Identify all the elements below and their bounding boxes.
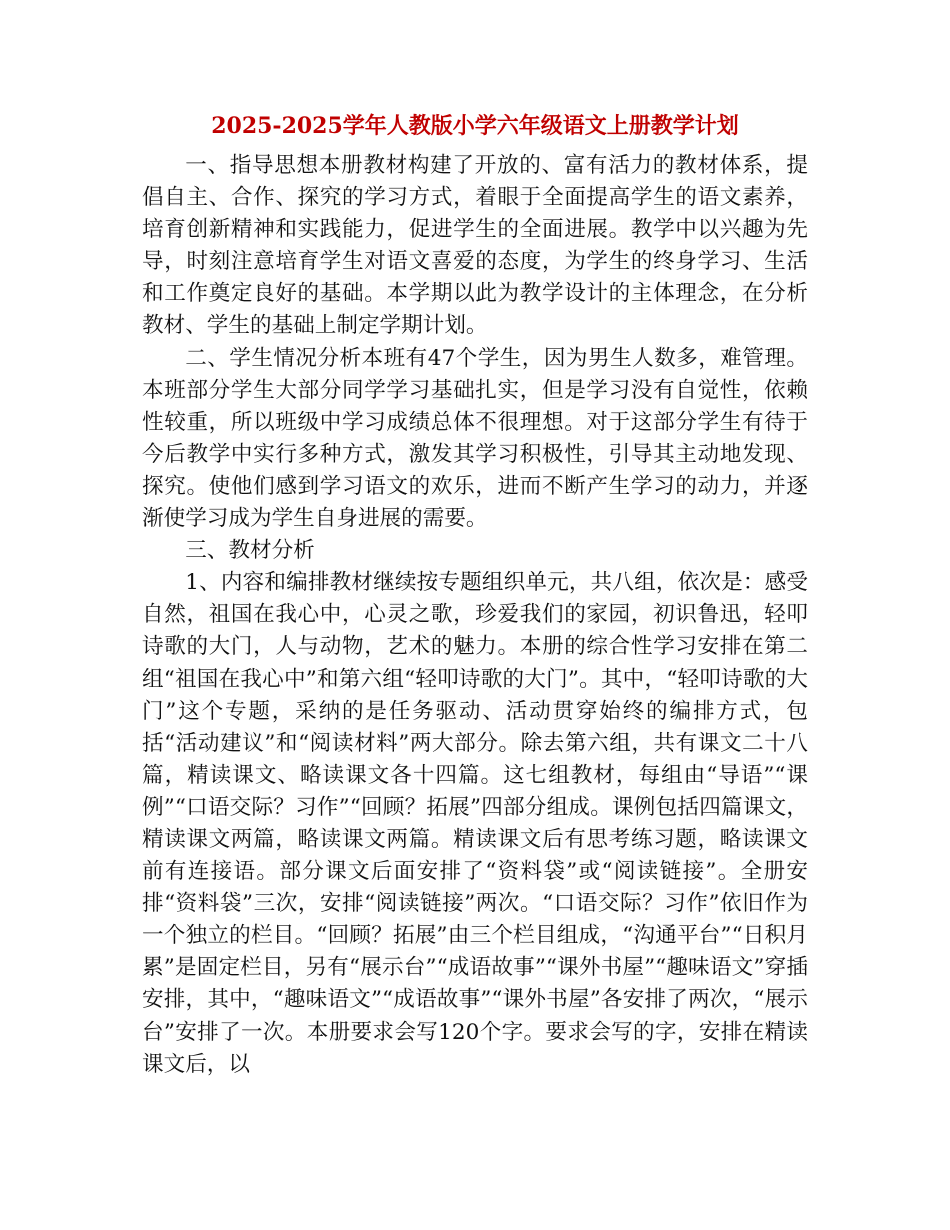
paragraph-content-arrangement: 1、内容和编排教材继续按专题组织单元，共八组，依次是：感受自然，祖国在我心中，心灵之歌，珍爱我们的家园，初识鲁迅，轻叩诗歌的大门，人与动物，艺术的魅力。本册的综合性学习安排在第二组“祖国在我心中”和第六组“轻叩诗歌的大门”。其中，“轻叩诗歌的大门”这个专题，采纳的是任务驱动、活动贯穿始终的编排方式，包括“活动建议”和“阅读材料”两大部分。除去第六组，共有课文二十八篇，精读课文、略读课文各十四篇。这七组教材，每组由“导语”“课例”“口语交际？习作”“回顾？拓展”四部分组成。课例包括四篇课文，精读课文两篇，略读课文两篇。精读课文后有思考练习题，略读课文前有连接语。部分课文后面安排了“资料袋”或“阅读链接”。全册安排“资料袋”三次，安排“阅读链接”两次。“口语交际？习作”依旧作为一个独立的栏目。“回顾？拓展”由三个栏目组成，“沟通平台”“日积月累”是固定栏目，另有“展示台”“成语故事”“课外书屋”“趣味语文”穿插安排，其中，“趣味语文”“成语故事”“课外书屋”各安排了两次，“展示台”安排了一次。本册要求会写120个字。要求会写的字，安排在精读课文后，以 <box>142 570 808 1077</box>
paragraph-student-analysis: 二、学生情况分析本班有47个学生，因为男生人数多，难管理。本班部分学生大部分同学学习基础扎实，但是学习没有自觉性，依赖性较重，所以班级中学习成绩总体不很理想。对于这部分学生有待于今后教学中实行多种方式，激发其学习积极性，引导其主动地发现、探究。使他们感到学习语文的欢乐，进而不断产生学习的动力，并逐渐使学习成为学生自身进展的需要。 <box>142 345 808 532</box>
section-heading-textbook-analysis: 三、教材分析 <box>185 538 315 564</box>
paragraph-guiding-thought: 一、指导思想本册教材构建了开放的、富有活力的教材体系，提倡自主、合作、探究的学习方式，着眼于全面提高学生的语文素养，培育创新精神和实践能力，促进学生的全面进展。教学中以兴趣为先导，时刻注意培育学生对语文喜爱的态度，为学生的终身学习、生活和工作奠定良好的基础。本学期以此为教学设计的主体理念，在分析教材、学生的基础上制定学期计划。 <box>142 153 808 339</box>
document-body <box>142 150 808 1081</box>
document-title: 2025-2025学年人教版小学六年级语文上册教学计划 <box>211 113 739 139</box>
